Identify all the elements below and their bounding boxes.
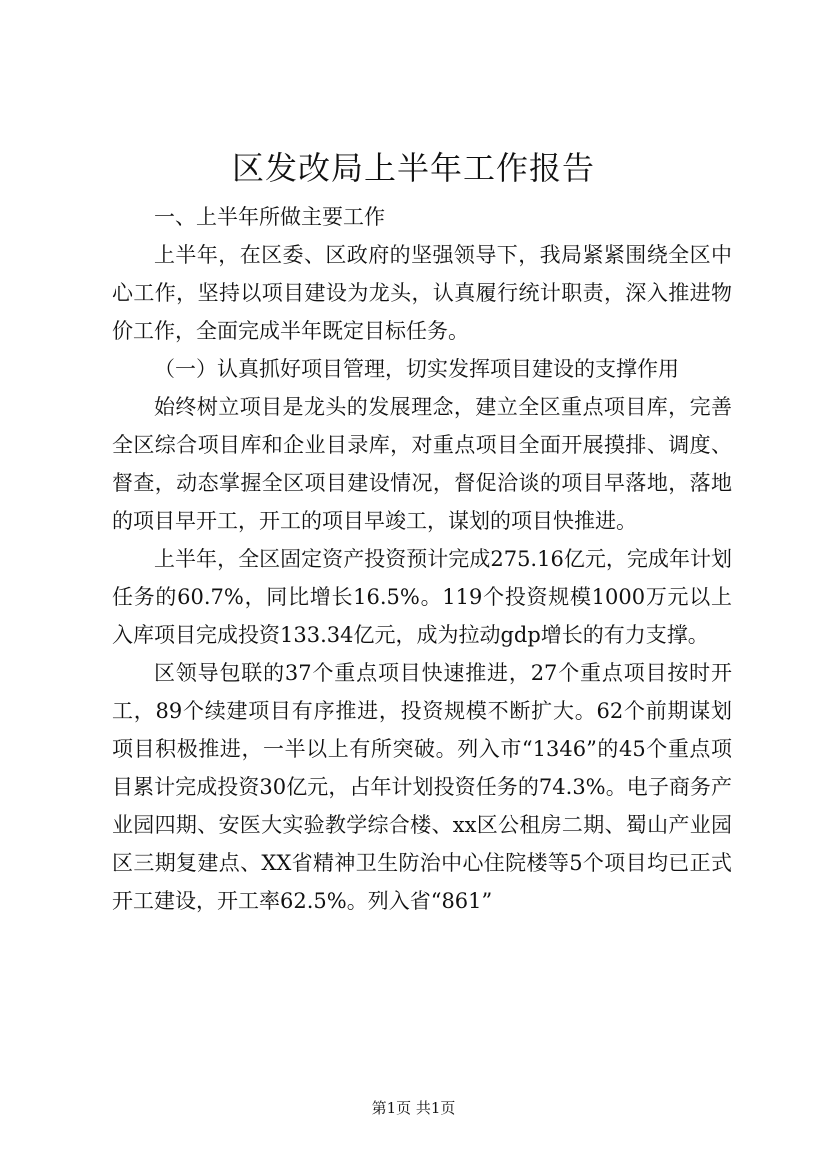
paragraph: 区领导包联的37个重点项目快速推进，27个重点项目按时开工，89个续建项目有序推进，投资规模不断扩大。62个前期谋划项目积极推进，一半以上有所突破。列入市“1346”的45个重点项目累计完成投资30亿元，占年计划投资任务的74.3%。电子商务产业园四期、安医大实验教学综合楼、xx区公租房二期、蜀山产业园区三期复建点、XX省精神卫生防治中心住院楼等5个项目均已正式开工建设，开工率62.5%。列入省“861” bbox=[112, 661, 732, 913]
page-number-footer: 第1页 共1页 bbox=[371, 1099, 456, 1117]
paragraph: 上半年，全区固定资产投资预计完成275.16亿元，完成年计划任务的60.7%，同比增长16.5%。119个投资规模1000万元以上入库项目完成投资133.34亿元，成为拉动gdp增长的有力支撑。 bbox=[112, 547, 732, 647]
document-title: 区发改局上半年工作报告 bbox=[231, 149, 595, 187]
paragraph: 上半年，在区委、区政府的坚强领导下，我局紧紧围绕全区中心工作，坚持以项目建设为龙头，认真履行统计职责，深入推进物价工作，全面完成半年既定目标任务。 bbox=[112, 243, 732, 343]
subsection-heading: （一）认真抓好项目管理，切实发挥项目建设的支撑作用 bbox=[154, 357, 679, 381]
document-body bbox=[112, 198, 732, 920]
section-heading: 一、上半年所做主要工作 bbox=[154, 205, 385, 229]
paragraph: 始终树立项目是龙头的发展理念，建立全区重点项目库，完善全区综合项目库和企业目录库，对重点项目全面开展摸排、调度、督查，动态掌握全区项目建设情况，督促洽谈的项目早落地，落地的项目早开工，开工的项目早竣工，谋划的项目快推进。 bbox=[112, 395, 732, 533]
